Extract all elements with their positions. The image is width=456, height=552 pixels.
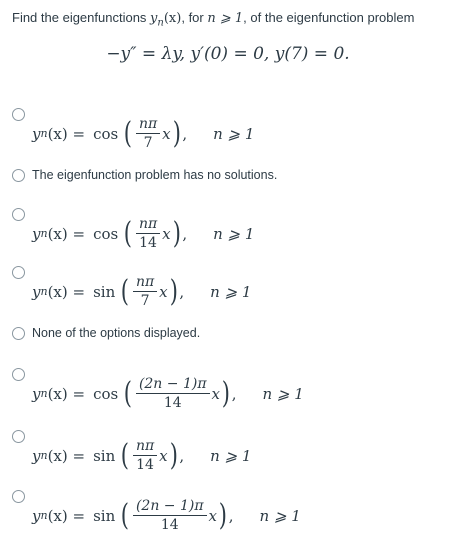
option-6-radio[interactable] <box>12 368 25 381</box>
option-7-radio[interactable] <box>12 430 25 443</box>
option-8-radio[interactable] <box>12 490 25 503</box>
option-1-radio[interactable] <box>12 108 25 121</box>
option-2-radio[interactable] <box>12 169 25 182</box>
question-mid: , for <box>181 10 208 25</box>
problem-equation <box>0 44 456 64</box>
question-suffix: , of the eigenfunction problem <box>243 10 415 25</box>
option-3-formula: y n (x) = cos ( $\frac{n\pi}{14}$ x ) , n ⩾ 1 <box>32 215 255 251</box>
option-4-radio[interactable] <box>12 266 25 279</box>
option-8-formula: y n (x) = sin ( $\frac{(2n - 1)\pi}{14}$ x ) , n ⩾ 1 <box>32 497 301 533</box>
option-2-label: The eigenfunction problem has no solutions. <box>32 168 278 182</box>
question-yn: $y_n(x)$ <box>150 11 182 29</box>
question-n-condition: n ⩾ 1 <box>207 11 244 26</box>
option-3-radio[interactable] <box>12 208 25 221</box>
option-5-label: None of the options displayed. <box>32 326 201 340</box>
question-text <box>12 10 414 29</box>
option-1-formula: y n (x) = cos ( $\frac{n\pi}{7}$ x ) , n ⩾ 1 <box>32 115 255 151</box>
option-5-radio[interactable] <box>12 327 25 340</box>
question-prefix: Find the eigenfunctions <box>12 10 151 25</box>
equation-text: −y″ = λy, y′(0) = 0, y(7) = 0. <box>106 44 350 64</box>
option-7-formula: y n (x) = sin ( $\frac{n\pi}{14}$ x ) , n ⩾ 1 <box>32 437 252 473</box>
option-6-formula: y n (x) = cos ( $\frac{(2n - 1)\pi}{14}$ x ) , n ⩾ 1 <box>32 375 304 411</box>
option-4-formula: y n (x) = sin ( $\frac{n\pi}{7}$ x ) , n ⩾ 1 <box>32 273 252 309</box>
